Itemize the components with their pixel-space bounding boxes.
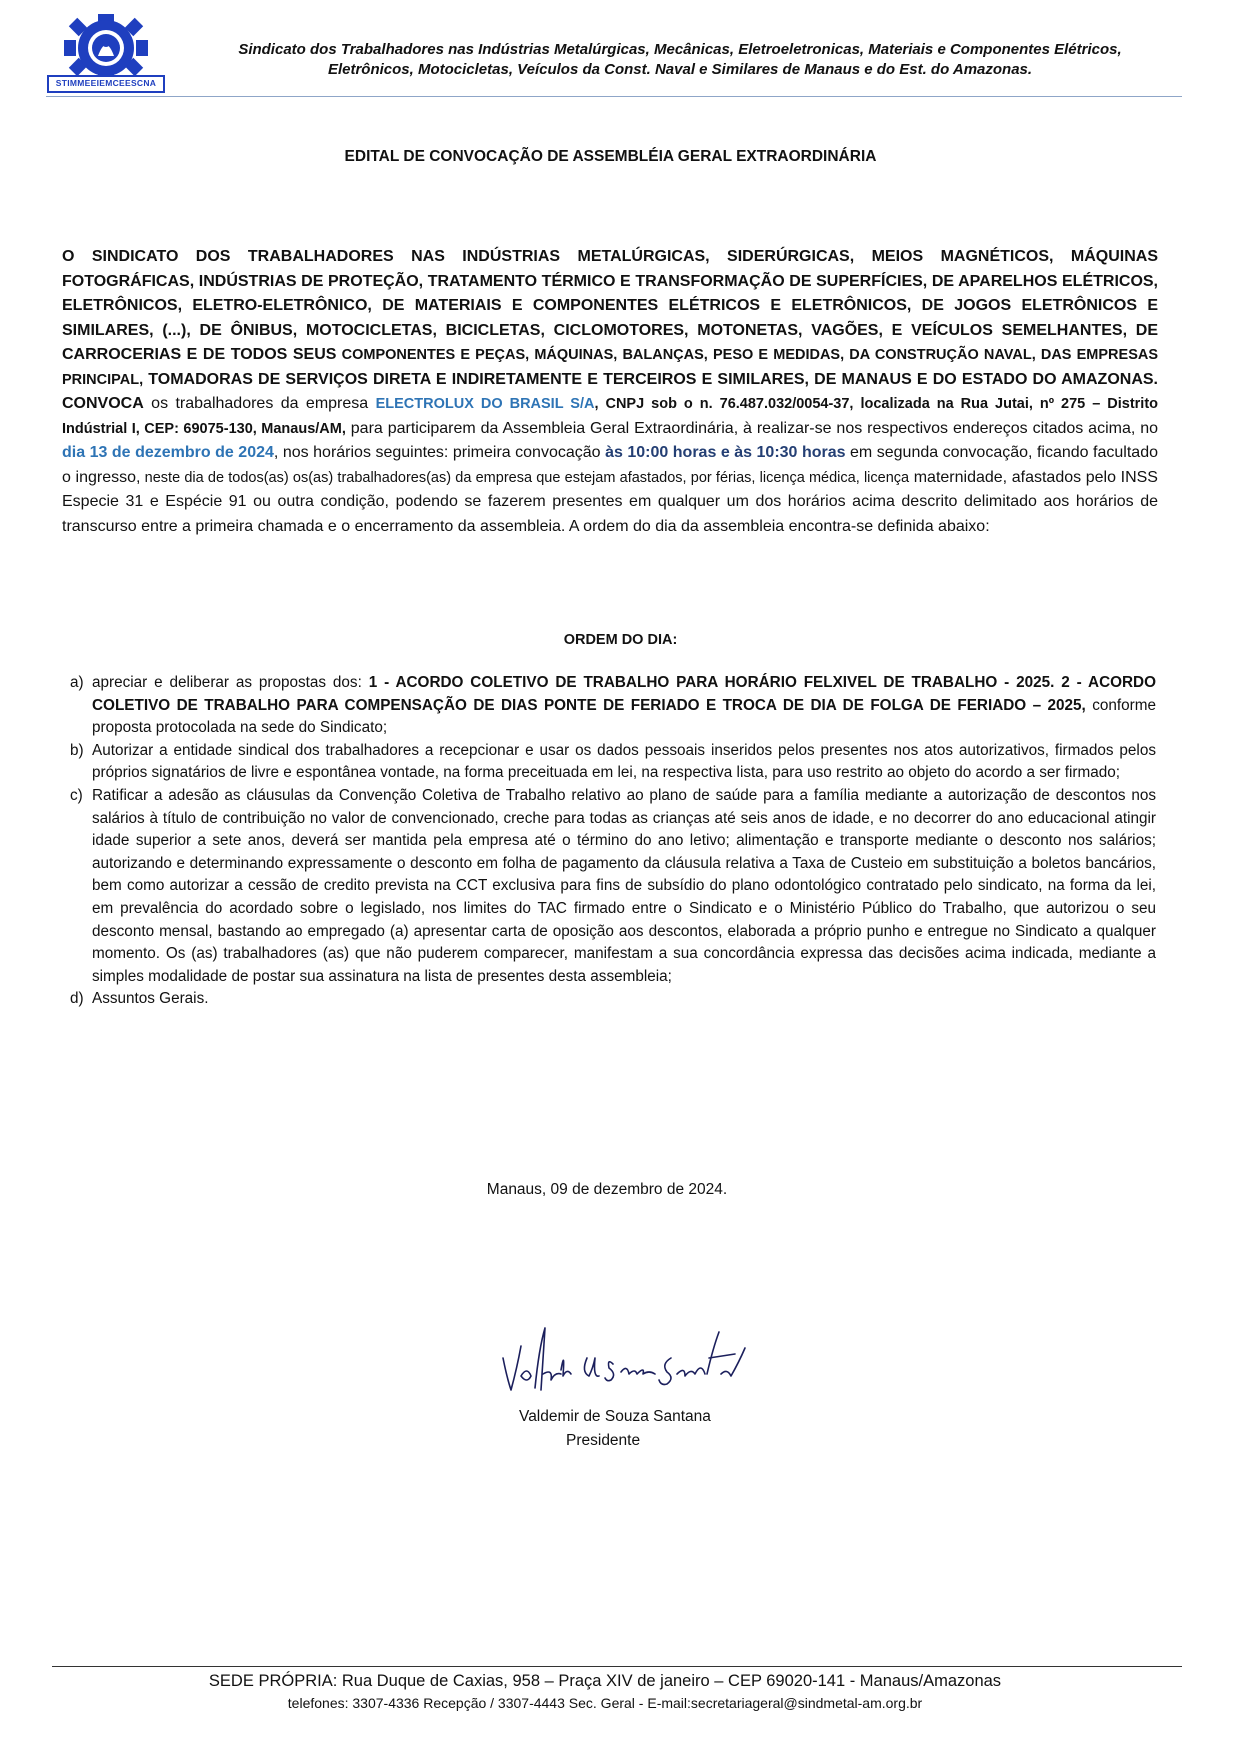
handwritten-signature — [495, 1318, 751, 1402]
agenda-item-d — [68, 988, 1156, 1011]
intro-closing-text: maternidade, afastados pelo INSS Especie 31 e Espécie 91 ou outra condição, podendo se fazerem presentes em qualquer um dos horários acima descrito delimitado aos horários de transcurso entre a primeira chamada e o encerramento da assembleia. A ordem do dia da assembleia encontra-se definida abaixo: — [62, 468, 1158, 535]
agenda-item-c — [68, 785, 1156, 988]
footer-address: SEDE PRÓPRIA: Rua Duque de Caxias, 958 – Praça XIV de janeiro – CEP 69020-141 - Manaus/Amazonas — [208, 1672, 1002, 1690]
intro-convoca: TOMADORAS DE SERVIÇOS DIRETA E INDIRETAMENTE E TERCEIROS E SIMILARES, DE MANAUS E DO ESTADO DO AMAZONAS. CONVOCA — [62, 370, 1158, 412]
header-divider — [46, 96, 1182, 97]
meeting-date: dia 13 de dezembro de 2024 — [62, 444, 274, 461]
signature-icon — [495, 1318, 751, 1402]
agenda-item-text: apreciar e deliberar as propostas dos: — [92, 674, 369, 691]
union-header — [150, 40, 1210, 80]
agenda-item-text: Assuntos Gerais. — [92, 990, 209, 1008]
agenda-item-a — [68, 672, 1156, 740]
convocation-paragraph — [62, 245, 1158, 539]
signer-role: Presidente — [566, 1432, 641, 1449]
intro-schedule-text: , nos horários seguintes: primeira convocação — [273, 444, 606, 461]
agenda-item-marker: b) — [70, 741, 84, 759]
agenda-list — [68, 672, 1156, 1011]
agenda-item-b — [68, 740, 1156, 785]
agenda-item-marker: c) — [70, 786, 83, 804]
company-details: , CNPJ sob o n. 76.487.032/0054-37, localizada na Rua Jutai, nº 275 – Distrito Indústrial I, CEP: 69075-130, Manaus/AM, — [62, 396, 1159, 437]
agenda-item-text: Ratificar a adesão as cláusulas da Convenção Coletiva de Trabalho relativo ao plano de saúde para a família mediante a autorização de descontos nos salários à título de contribuição no valor de convencionado, creche para todas as crianças até seis anos de idade, e no decorrer do ano educacional atingir idade superior a sete anos, deverá ser mantida pela empresa até o término do ano letivo; alimentação e transporte mediante o desconto nos salários; autorizando e determinando expressamente o desconto em folha de pagamento da cláusula relativa a Taxa de Custeio em substituição a boletos bancários, bem como autorizar a cessão de credito prevista na CCT exclusiva para fins de subsídio do plano odontológico contratado pelo sindicato, na forma da lei, em prevalência do acordado sobre o legislado, nos limites do TAC firmado entre o Sindicato e o Ministério Público do Trabalho, que autorizou o seu desconto mensal, bastando ao empregado (a) apresentar carta de oposição aos descontos, elaborada a próprio punho e entregue no Sindicato a qualquer momento. Os (as) trabalhadores (as) que não puderem comparecer, manifestam a sua concordância expressa das decisões acima indicada, mediante a simples modalidade de postar sua assinatura na lista de presentes desta assembleia; — [92, 786, 1156, 985]
intro-meeting-text: para participarem da Assembleia Geral Extraordinária, à realizar-se nos respectivos endereços citados acima, no — [345, 419, 1158, 437]
agenda-item-text: Autorizar a entidade sindical dos trabalhadores a recepcionar e usar os dados pessoais inseridos pelos presentes nos atos autorizativos, firmados pelos próprios signatários de livre e espontânea vontade, na forma preceituada em lei, na respectiva lista, para uso restrito ao objeto do acordo a ser firmado; — [92, 741, 1156, 782]
signer-name: Valdemir de Souza Santana — [519, 1408, 711, 1425]
document-title: EDITAL DE CONVOCAÇÃO DE ASSEMBLÉIA GERAL EXTRAORDINÁRIA — [344, 148, 877, 165]
union-logo — [46, 12, 166, 96]
footer-divider — [52, 1666, 1182, 1667]
union-name-line-1: Sindicato dos Trabalhadores nas Indústrias Metalúrgicas, Mecânicas, Eletroeletronicas, Materiais e Componentes Elétricos, — [238, 41, 1122, 58]
place-date: Manaus, 09 de dezembro de 2024. — [486, 1181, 728, 1198]
meeting-times: às 10:00 horas e às 10:30 horas — [605, 444, 846, 461]
logo-banner-text: STIMMEEIEMCEESCNA — [55, 78, 157, 88]
agenda-item-bold-text: 1 - ACORDO COLETIVO DE TRABALHO PARA HORÁRIO FELXIVEL DE TRABALHO - 2025. 2 - ACORDO COLETIVO DE TRABALHO PARA COMPENSAÇÃO DE DIAS PONTE DE FERIADO E TROCA DE DIA DE FOLGA DE FERIADO – 2025, — [92, 674, 1157, 714]
company-name: ELECTROLUX DO BRASIL S/A — [375, 396, 595, 412]
intro-leave-text-small: neste dia de todos(as) os(as) trabalhadores(as) da empresa que estejam afastados, por férias, licença médica, licença — [140, 469, 910, 486]
footer-contacts: telefones: 3307-4336 Recepção / 3307-4443 Sec. Geral - E-mail:secretariageral@sindmetal-am.org.br — [287, 1695, 923, 1711]
intro-workers-text: os trabalhadores da empresa — [143, 395, 376, 412]
agenda-heading: ORDEM DO DIA: — [563, 632, 678, 648]
intro-second-call-text: em segunda convocação, ficando facultado o ingresso, — [62, 444, 1158, 486]
agenda-item-marker: d) — [70, 990, 84, 1008]
agenda-item-marker: a) — [70, 674, 84, 691]
agenda-item-tail-text: conforme proposta protocolada na sede do Sindicato; — [92, 696, 1156, 737]
intro-union-name: O SINDICATO DOS TRABALHADORES NAS INDÚSTRIAS METALÚRGICAS, SIDERÚRGICAS, MEIOS MAGNÉTICOS, MÁQUINAS FOTOGRÁFICAS, INDÚSTRIAS DE PROTEÇÃO, TRATAMENTO TÉRMICO E TRANSFORMAÇÃO DE SUPERFÍCIES, DE APARELHOS ELÉTRICOS, ELETRÔNICOS, ELETRO-ELETRÔNICO, DE MATERIAIS E COMPONENTES ELÉTRICOS E ELETRÔNICOS, DE JOGOS ELETRÔNICOS E SIMILARES, (...), DE ÔNIBUS, MOTOCICLETAS, BICICLETAS, CICLOMOTORES, MOTONETAS, VAGÕES, E VEÍCULOS SEMELHANTES, DE CARROCERIAS E DE TODOS SEUS — [62, 248, 1158, 363]
intro-union-name-small: COMPONENTES E PEÇAS, MÁQUINAS, BALANÇAS, PESO E MEDIDAS, DA CONSTRUÇÃO NAVAL, DAS EMPRESAS PRINCIPAL, — [62, 347, 1159, 388]
union-name-line-2: Eletrônicos, Motocicletas, Veículos da Const. Naval e Similares de Manaus e do Est. do Amazonas. — [327, 61, 1033, 78]
